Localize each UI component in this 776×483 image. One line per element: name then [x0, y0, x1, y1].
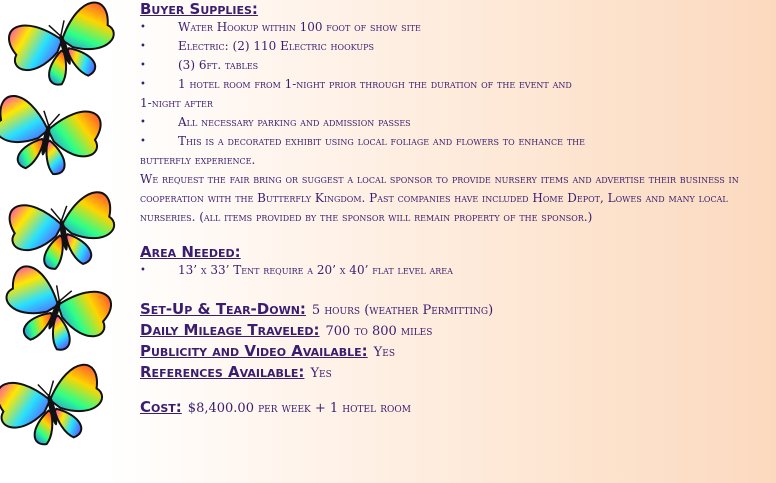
- butterfly-icon: [5, 0, 124, 96]
- list-item: • 1 hotel room from 1-night prior through the duration of the event and: [140, 75, 770, 94]
- bullet-icon: •: [140, 60, 146, 71]
- bullet-icon: •: [140, 136, 146, 147]
- detail-value: Yes: [373, 345, 395, 360]
- detail-value: 700 to 800 miles: [325, 324, 433, 339]
- info-sheet: [140, 0, 770, 419]
- list-item: • 13’ x 33’ Tent require a 20’ x 40’ flat level area: [140, 261, 770, 280]
- butterfly-icon: [0, 362, 110, 453]
- bullet-icon: •: [140, 79, 146, 90]
- bullet-icon: •: [140, 117, 146, 128]
- butterfly-column: [0, 0, 130, 479]
- cost-value: $8,400.00 per week + 1 hotel room: [187, 401, 411, 416]
- detail-label: Publicity and Video Available:: [140, 342, 368, 360]
- setup-teardown-row: [140, 300, 770, 321]
- butterfly-icon: [0, 93, 104, 181]
- bullet-icon: •: [140, 22, 146, 33]
- detail-label: Daily Mileage Traveled:: [140, 321, 320, 339]
- cost-label: Cost:: [140, 398, 182, 416]
- area-needed-heading: Area Needed:: [140, 243, 241, 261]
- publicity-video-row: [140, 342, 770, 363]
- references-row: [140, 363, 770, 384]
- sponsor-paragraph: We request the fair bring or suggest a local sponsor to provide nursery items and advertise their business in cooperation with the Butterfly Kingdom. Past companies have included Home Depot, Lowes and many local nurseries. (all items provided by the sponsor will remain property of the sponsor.): [140, 172, 739, 224]
- buyer-supplies-heading: Buyer Supplies:: [140, 0, 258, 18]
- bullet-icon: •: [140, 265, 146, 276]
- list-item-continuation: 1-night after: [140, 96, 213, 110]
- list-item: • (3) 6ft. tables: [140, 56, 770, 75]
- butterfly-icon: [0, 263, 115, 363]
- cost-row: [140, 398, 770, 419]
- detail-label: References Available:: [140, 363, 305, 381]
- butterfly-decoration: [0, 0, 130, 479]
- list-item: • This is a decorated exhibit using local foliage and flowers to enhance the: [140, 132, 770, 151]
- list-item: • All necessary parking and admission passes: [140, 113, 770, 132]
- detail-value: 5 hours (weather Permitting): [311, 303, 494, 318]
- butterfly-icon: [7, 190, 120, 275]
- detail-value: Yes: [310, 366, 332, 381]
- list-item-continuation: butterfly experience.: [140, 153, 256, 167]
- list-item: • Water Hookup within 100 foot of show site: [140, 18, 770, 37]
- list-item: • Electric: (2) 110 Electric hookups: [140, 37, 770, 56]
- detail-label: Set-Up & Tear-Down:: [140, 300, 306, 318]
- daily-mileage-row: [140, 321, 770, 342]
- bullet-icon: •: [140, 41, 146, 52]
